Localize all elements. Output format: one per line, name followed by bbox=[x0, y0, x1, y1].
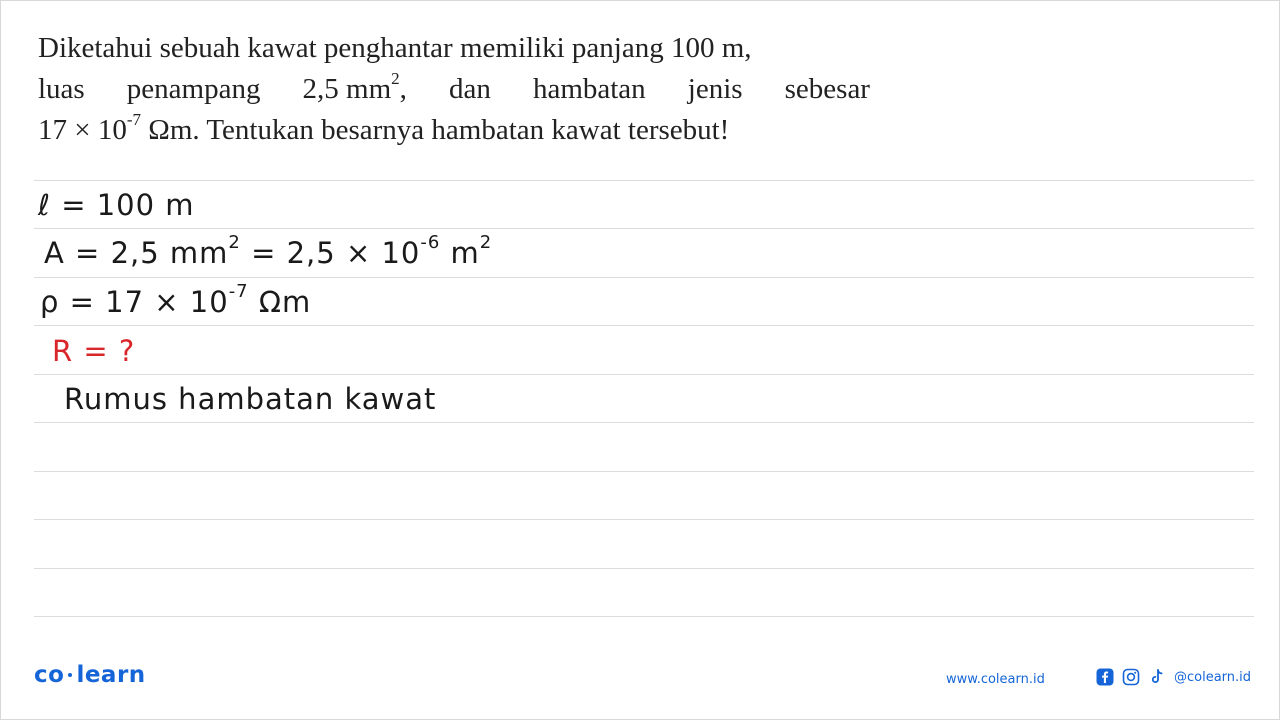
unknown-resistance: R = ? bbox=[52, 334, 136, 368]
question-line-3: $17 \times 10^{-7}$ Ωm. Tentukan besarnya hambatan kawat tersebut! bbox=[38, 110, 730, 146]
ruled-line bbox=[34, 325, 1254, 326]
website-url[interactable]: www.colearn.id bbox=[946, 672, 1045, 687]
instagram-icon[interactable] bbox=[1122, 668, 1140, 686]
ruled-line bbox=[34, 568, 1254, 569]
ruled-line bbox=[34, 616, 1254, 617]
social-handle[interactable]: @colearn.id bbox=[1174, 669, 1252, 685]
value-area: 2,5 $mm^2$, bbox=[302, 69, 407, 105]
word-penampang: penampang bbox=[126, 73, 261, 105]
tiktok-icon[interactable] bbox=[1148, 668, 1166, 686]
ruled-line bbox=[34, 422, 1254, 423]
colearn-logo: co learn bbox=[34, 662, 146, 688]
ruled-line bbox=[34, 374, 1254, 375]
ruled-line bbox=[34, 471, 1254, 472]
ruled-line bbox=[34, 277, 1254, 278]
given-length: ℓ = 100 m bbox=[38, 188, 195, 222]
facebook-icon[interactable] bbox=[1096, 668, 1114, 686]
word-dan: dan bbox=[449, 73, 491, 105]
ruled-line bbox=[34, 180, 1254, 181]
word-hambatan: hambatan bbox=[532, 73, 646, 105]
question-line-1: Diketahui sebuah kawat penghantar memiliki panjang 100 m, bbox=[38, 32, 752, 64]
ruled-lines bbox=[34, 0, 1254, 720]
ruled-line bbox=[34, 519, 1254, 520]
word-sebesar: sebesar bbox=[784, 73, 870, 105]
ruled-line bbox=[34, 228, 1254, 229]
word-jenis: jenis bbox=[687, 73, 743, 105]
word-luas: luas bbox=[38, 73, 85, 105]
formula-heading: Rumus hambatan kawat bbox=[64, 382, 437, 416]
social-links bbox=[1096, 668, 1251, 686]
given-area: A = 2,5 $mm^2 = 2,5 \times 10^{-6}$ $m^2$ bbox=[44, 232, 493, 270]
given-resistivity: $\rho = 17 \times 10^{-7}$ Ωm bbox=[40, 281, 312, 319]
